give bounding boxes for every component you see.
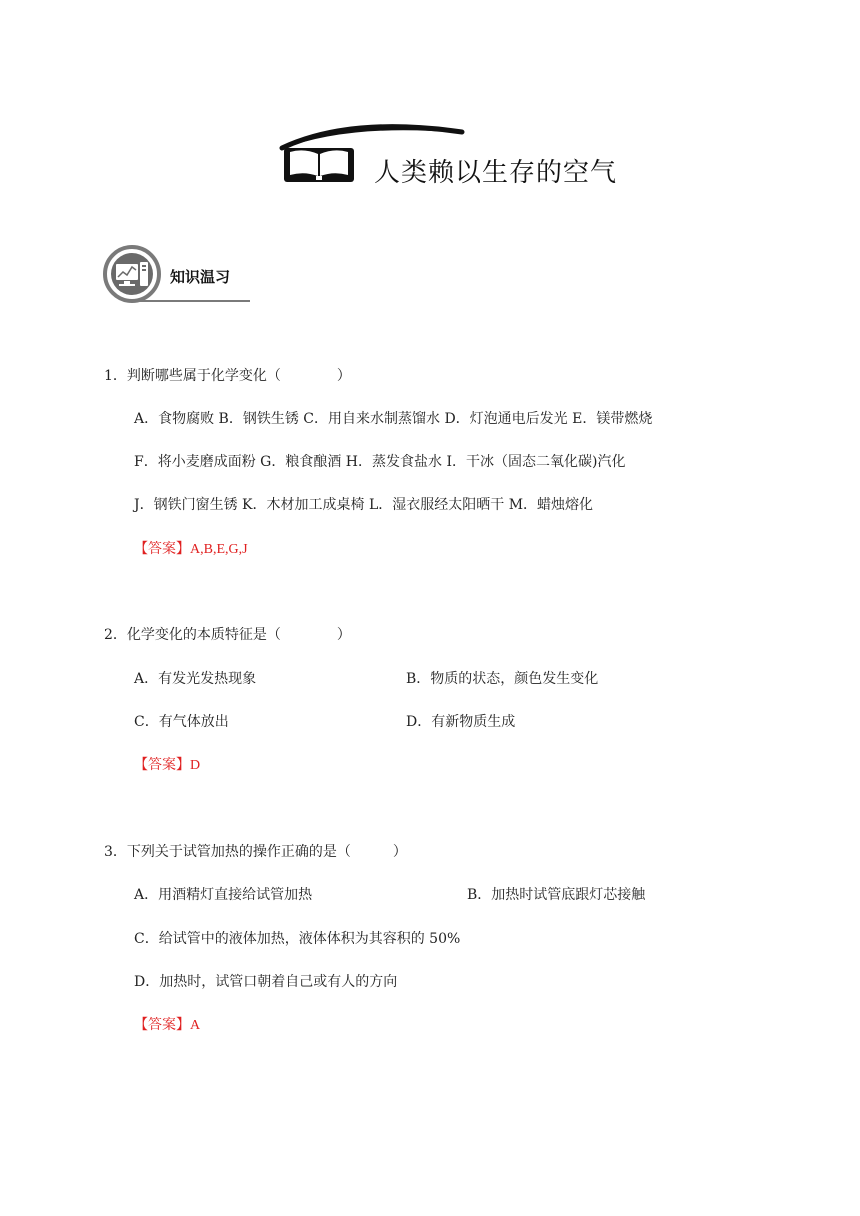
- question-2-option-a: A．有发光发热现象: [134, 671, 257, 687]
- question-1-options-line-3: J．钢铁门窗生锈 K．木材加工成桌椅 L．湿衣服经太阳晒干 M．蜡烛熔化: [134, 497, 594, 513]
- answer-label: 【答案】: [134, 1017, 190, 1033]
- answer-label: 【答案】: [134, 541, 190, 557]
- question-3-option-b: B．加热时试管底跟灯芯接触: [467, 887, 646, 903]
- question-3-option-d: D．加热时，试管口朝着自己或有人的方向: [134, 974, 398, 990]
- answer-label: 【答案】: [134, 757, 190, 773]
- question-1-stem: 1．判断哪些属于化学变化（ ）: [104, 368, 351, 384]
- question-3-stem: 3．下列关于试管加热的操作正确的是（ ）: [104, 844, 407, 860]
- question-3-option-a: A．用酒精灯直接给试管加热: [134, 887, 313, 903]
- question-3-answer: [134, 1015, 200, 1036]
- section-header: [102, 244, 262, 304]
- title-block: [270, 120, 630, 190]
- answer-value: A,B,E,G,J: [190, 542, 248, 557]
- question-2-option-b: B．物质的状态，颜色发生变化: [406, 671, 599, 687]
- question-2-stem: 2．化学变化的本质特征是（ ）: [104, 627, 351, 643]
- question-1-options-line-1: A．食物腐败 B．钢铁生锈 C．用自来水制蒸馏水 D．灯泡通电后发光 E．镁带燃烧: [134, 411, 653, 427]
- question-1-options-line-2: F．将小麦磨成面粉 G．粮食酿酒 H．蒸发食盐水 I．干冰（固态二氧化碳)汽化: [134, 454, 626, 470]
- question-2-option-c: C．有气体放出: [134, 714, 229, 730]
- answer-value: D: [190, 758, 201, 773]
- section-title: 知识温习: [170, 268, 231, 286]
- page-title: 人类赖以生存的空气: [374, 158, 618, 188]
- question-1-answer: [134, 539, 248, 560]
- question-3-option-c: C．给试管中的液体加热，液体体积为其容积的 50%: [134, 931, 461, 947]
- question-2-answer: [134, 755, 200, 776]
- question-2-option-d: D．有新物质生成: [406, 714, 516, 730]
- answer-value: A: [190, 1018, 201, 1033]
